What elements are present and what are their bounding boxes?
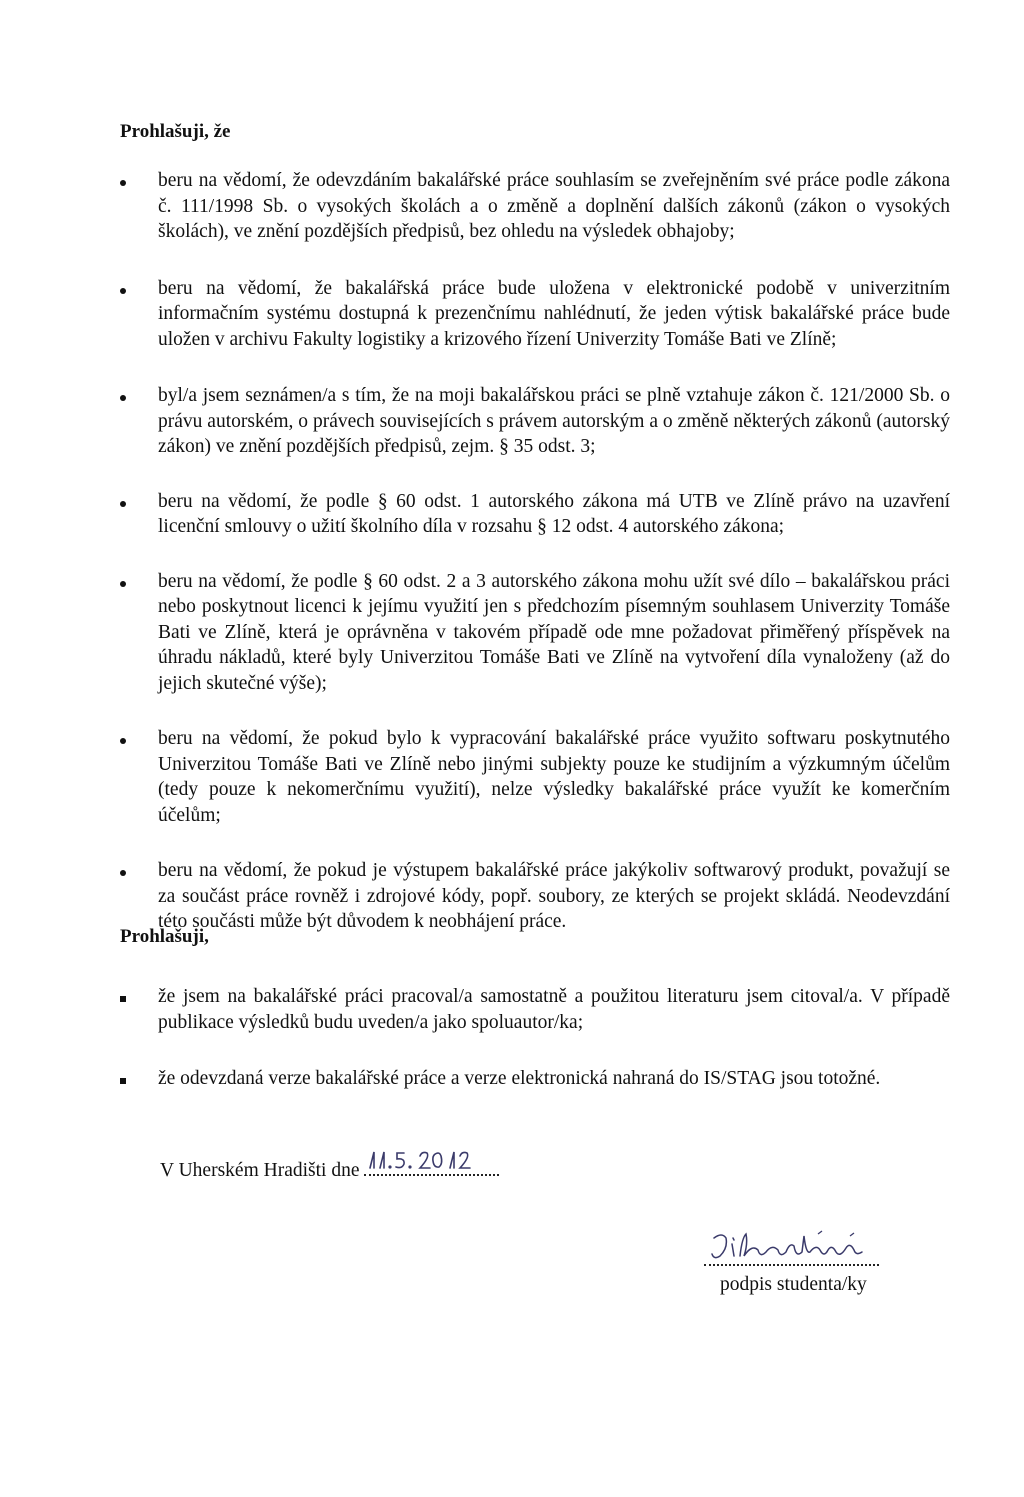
list-item: beru na vědomí, že odevzdáním bakalářské práce souhlasím se zveřejněním své práce podle zákona č. 111/1998 Sb. o vysokých školách a o změně a doplnění dalších zákonů (zákon o vysokých školách), ve znění pozdějších předpisů, bez ohledu na výsledek obhajoby;: [120, 168, 950, 245]
section2-heading: Prohlašuji,: [120, 926, 209, 947]
bullet-icon: [120, 168, 140, 194]
section1-heading: Prohlašuji, že: [120, 121, 231, 142]
square-bullet-icon: [120, 1066, 140, 1092]
list-item: beru na vědomí, že bakalářská práce bude uložena v elektronické podobě v univerzitním informačním systému dostupná k prezenčnímu nahlédnutí, že jeden výtisk bakalářské práce bude uložen v archivu Fakulty logistiky a krizového řízení Univerzity Tomáše Bati ve Zlíně;: [120, 276, 950, 353]
list-item: beru na vědomí, že podle § 60 odst. 1 autorského zákona má UTB ve Zlíně právo na uzavření licenční smlouvy o užití školního díla v rozsahu § 12 odst. 4 autorského zákona;: [120, 489, 950, 540]
place-label: V Uherském Hradišti: [160, 1160, 327, 1181]
list-item: byl/a jsem seznámen/a s tím, že na moji bakalářskou práci se plně vztahuje zákon č. 121/2000 Sb. o právu autorském, o právech souvisejících s právem autorským a o změně některých zákonů (autorský zákon) ve znění pozdějších předpisů, zejm. § 35 odst. 3;: [120, 383, 950, 460]
signature-label: podpis studenta/ky: [720, 1274, 867, 1295]
square-bullet-icon: [120, 984, 140, 1010]
bullet-icon: [120, 489, 140, 515]
bullet-icon: [120, 569, 140, 595]
list-item: že odevzdaná verze bakalářské práce a verze elektronická nahraná do IS/STAG jsou totožné.: [120, 1066, 950, 1092]
list-item: beru na vědomí, že podle § 60 odst. 2 a 3 autorského zákona mohu užít své dílo – bakalářskou práci nebo poskytnout licenci k jejímu využití jen s předchozím písemným souhlasem Univerzity Tomáše Bati ve Zlíně, která je oprávněna v takovém případě ode mne požadovat přiměřený příspěvek na úhradu nákladů, které byly Univerzitou Tomáše Bati ve Zlíně na vytvoření díla vynaloženy (až do jejich skutečné výše);: [120, 569, 950, 697]
bullet-icon: [120, 726, 140, 752]
bullet-icon: [120, 383, 140, 409]
section1-list: [120, 168, 950, 935]
bullet-icon: [120, 276, 140, 302]
list-item: beru na vědomí, že pokud bylo k vypracování bakalářské práce využito softwaru poskytnutého Univerzitou Tomáše Bati ve Zlíně nebo jinými subjekty pouze ke studijním a výzkumným účelům (tedy pouze k nekomerčnímu využití), nelze výsledky bakalářské práce využít ke komerčním účelům;: [120, 726, 950, 828]
date-label: dne: [331, 1160, 360, 1181]
list-item: že jsem na bakalářské práci pracoval/a samostatně a použitou literaturu jsem citoval/a. V případě publikace výsledků budu uveden/a jako spoluautor/ka;: [120, 984, 950, 1035]
section2-list: [120, 984, 950, 1092]
place-date-line: [160, 1154, 499, 1182]
handwritten-date-icon: [364, 1146, 499, 1172]
list-item: beru na vědomí, že pokud je výstupem bakalářské práce jakýkoliv softwarový produkt, považují se za součást práce rovněž i zdrojové kódy, popř. soubory, ze kterých se projekt skládá. Neodevzdání této součásti může být důvodem k neobhájení práce.: [120, 858, 950, 935]
bullet-icon: [120, 858, 140, 884]
signature-block: [700, 1228, 910, 1296]
date-field: [364, 1154, 499, 1176]
handwritten-signature-icon: [700, 1228, 880, 1264]
signature-line: [704, 1264, 879, 1266]
